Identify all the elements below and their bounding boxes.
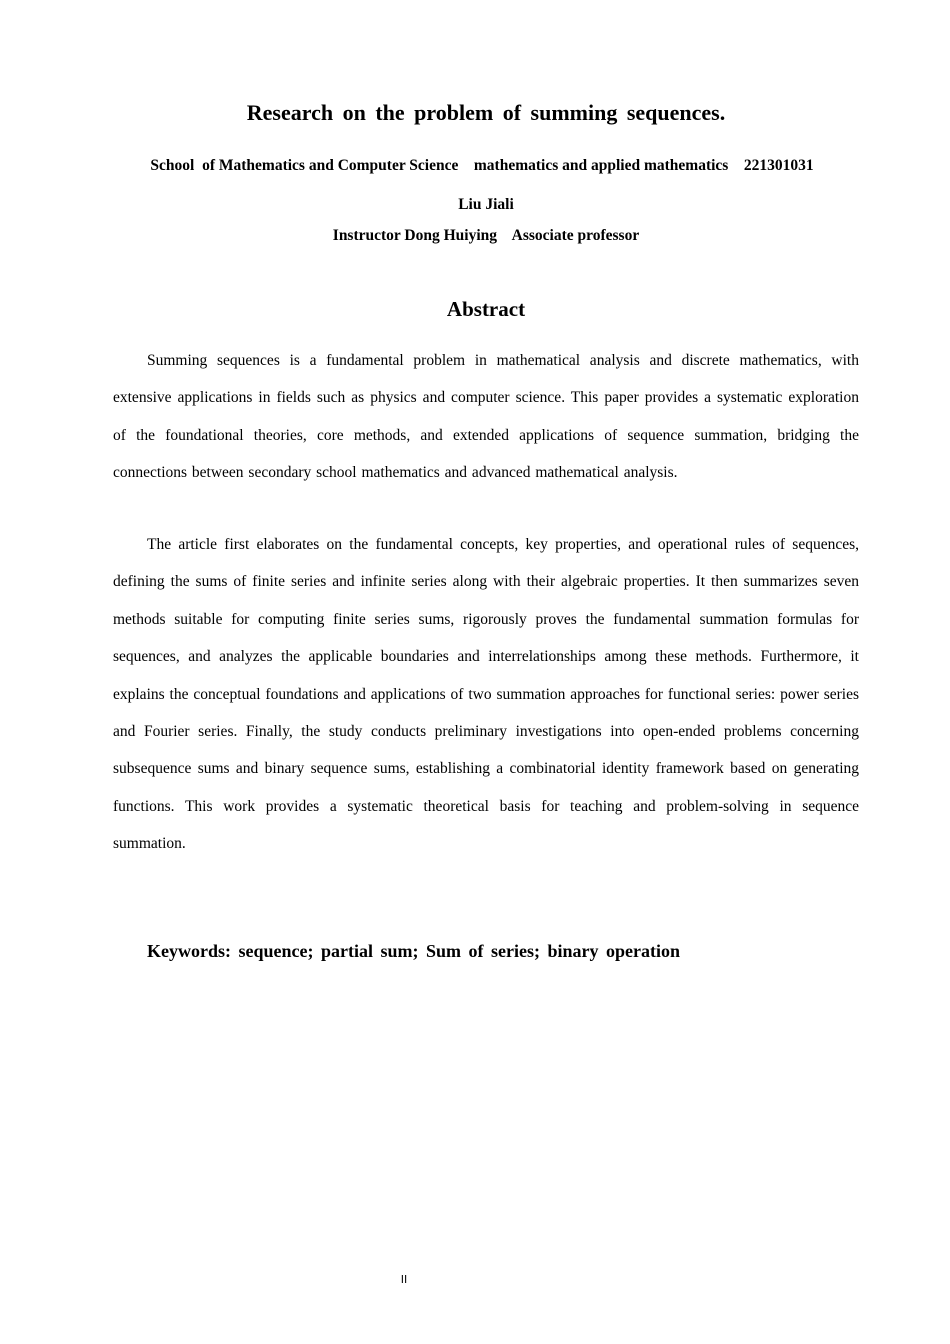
keywords-line: Keywords: sequence; partial sum; Sum of series; binary operation [147, 941, 680, 961]
affiliation-line: School of Mathematics and Computer Science mathematics and applied mathematics 221301031 [150, 157, 814, 174]
abstract-paragraph-1: Summing sequences is a fundamental problem in mathematical analysis and discrete mathematics, with extensive applications in fields such as physics and computer science. This paper provides a systematic exploration of the foundational theories, core methods, and extended applications of sequence summation, bridging the connections between secondary school mathematics and advanced mathematical analysis. [113, 352, 859, 482]
paper-title: Research on the problem of summing sequences. [246, 100, 726, 125]
abstract-paragraph-2: The article first elaborates on the fundamental concepts, key properties, and operational rules of sequences, defining the sums of finite series and infinite series along with their algebraic properties. It then summarizes seven methods suitable for computing finite series sums, rigorously proves the fundamental summation formulas for sequences, and analyzes the applicable boundaries and interrelationships among these methods. Furthermore, it explains the conceptual foundations and applications of two summation approaches for functional series: power series and Fourier series. Finally, the study conducts preliminary investigations into open-ended problems concerning subsequence sums and binary sequence sums, establishing a combinatorial identity framework based on generating functions. This work provides a systematic theoretical basis for teaching and problem-solving in sequence summation. [113, 536, 859, 853]
page-number: II [400, 1273, 408, 1286]
abstract-heading: Abstract [446, 297, 526, 321]
instructor-line: Instructor Dong Huiying Associate professor [332, 227, 640, 244]
author-name: Liu Jiali [458, 196, 514, 213]
